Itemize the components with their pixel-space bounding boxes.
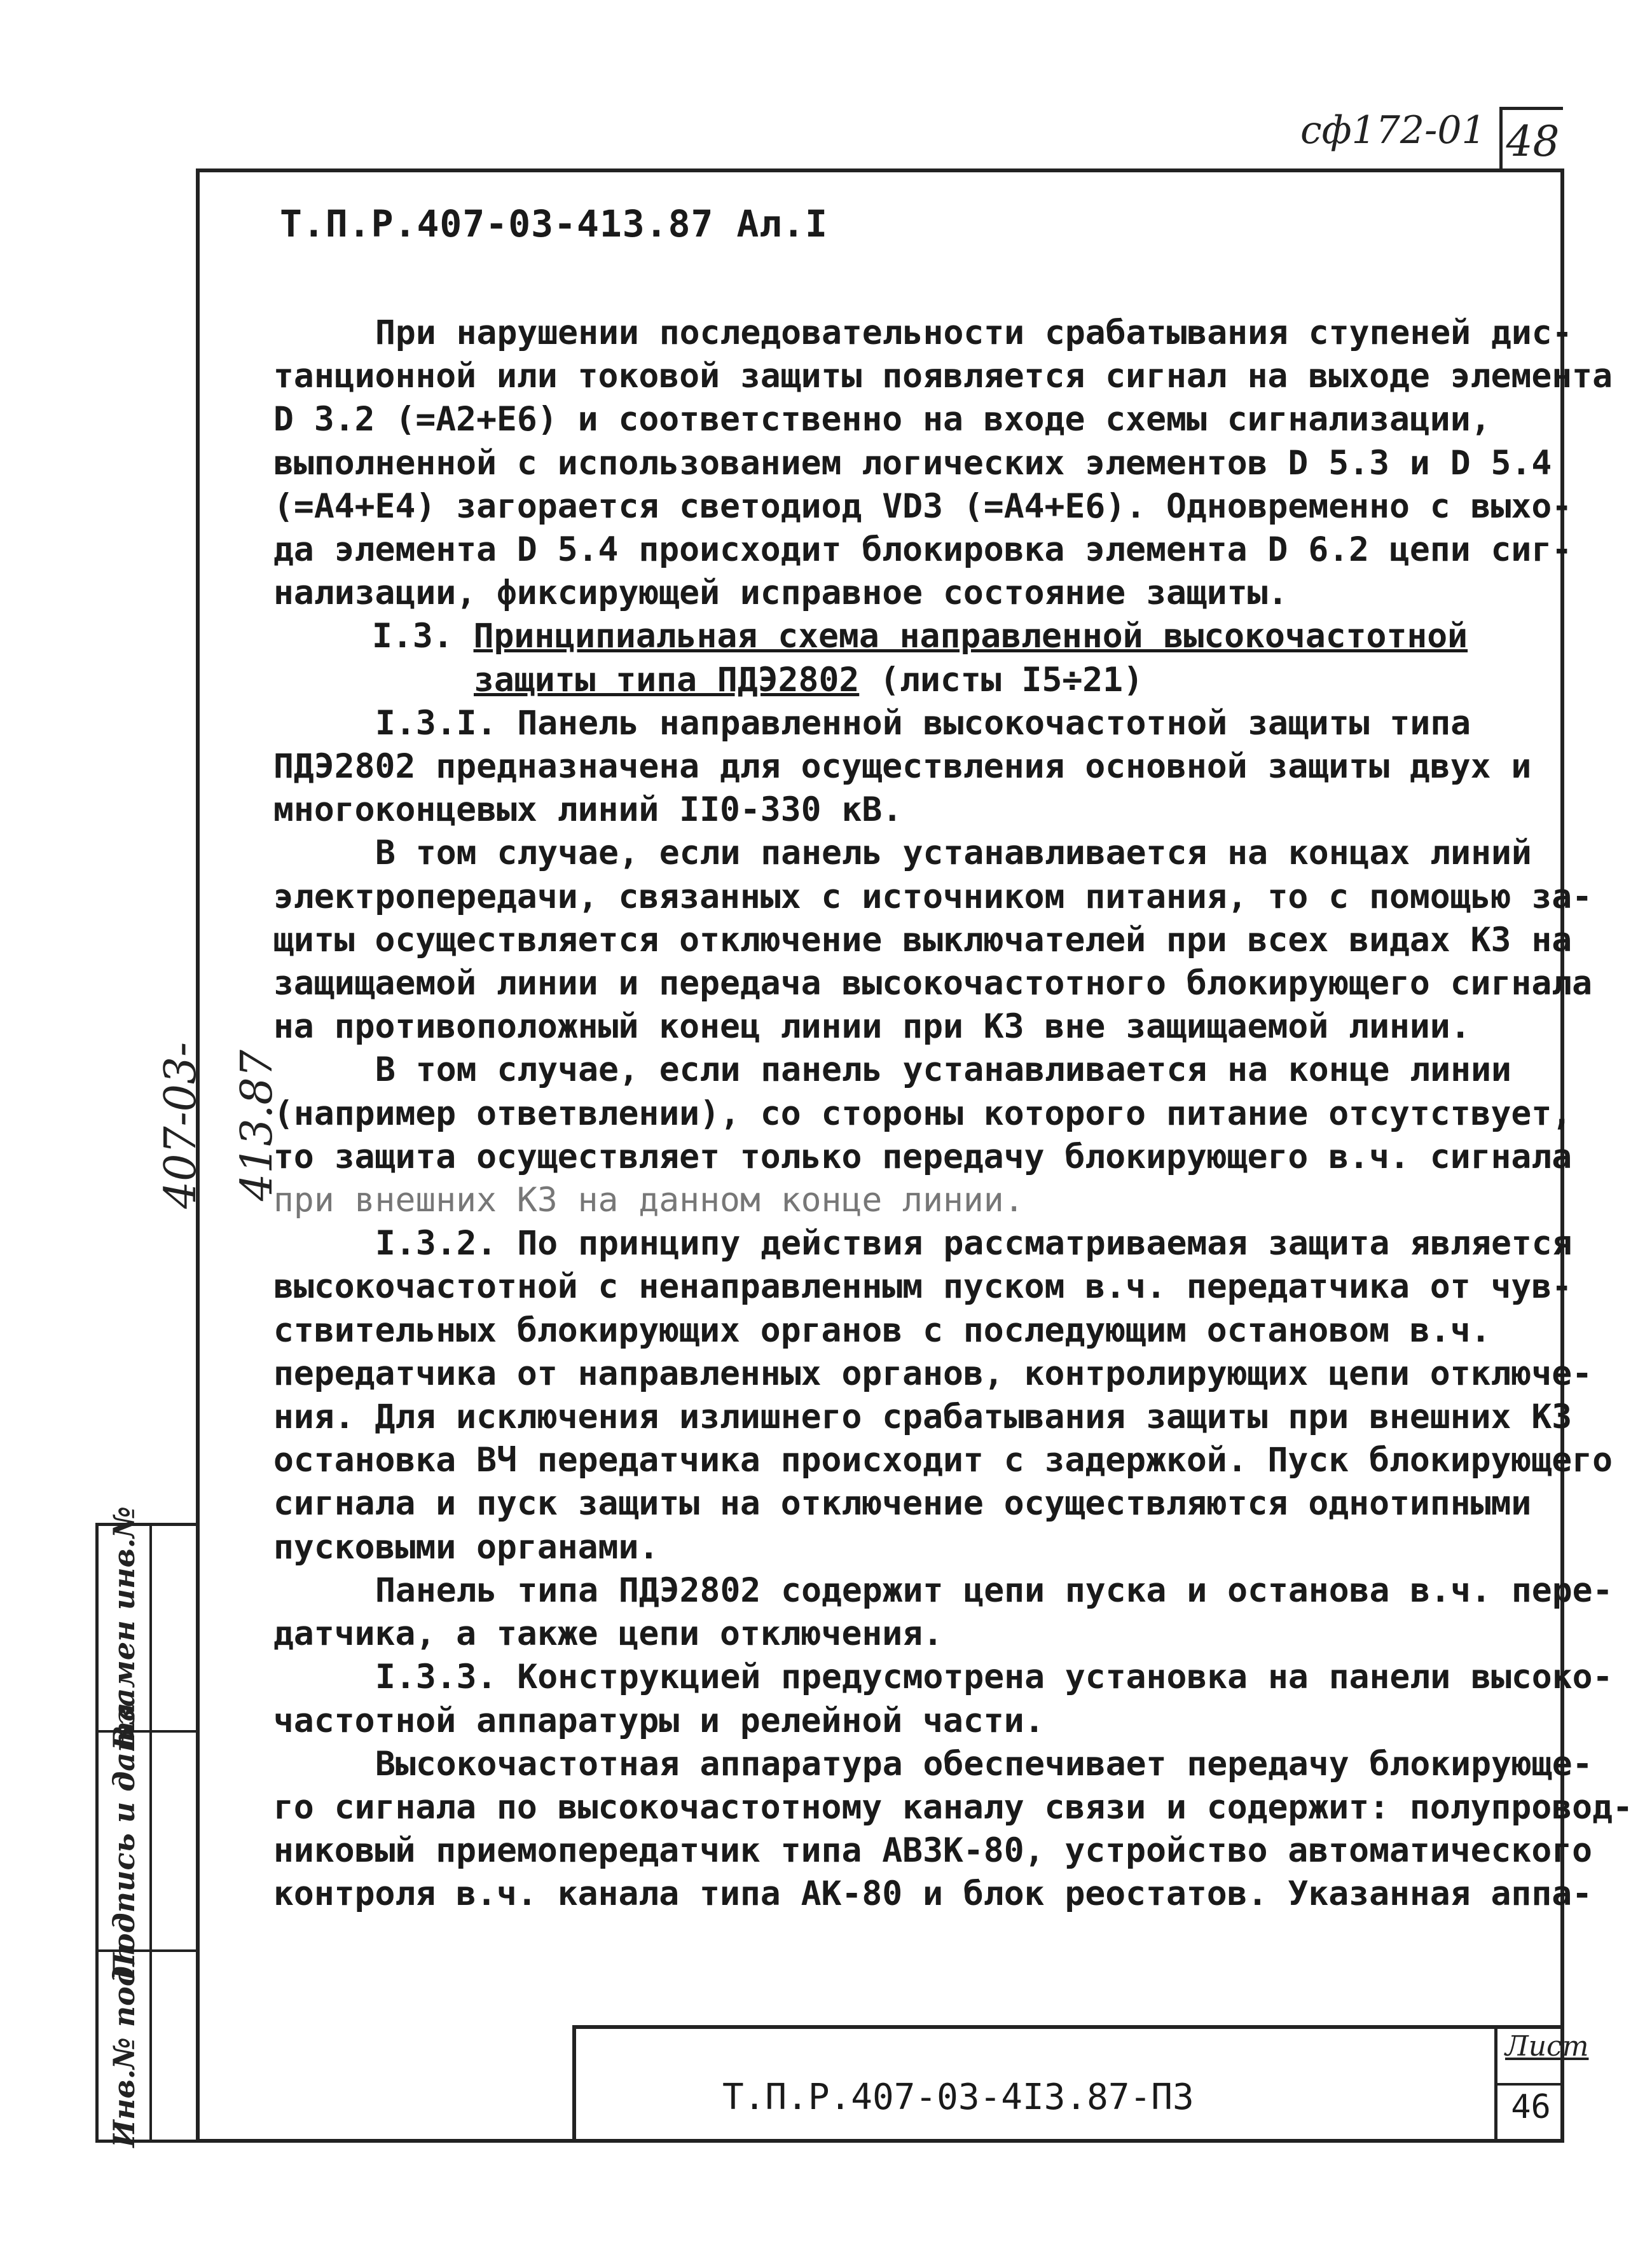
- stamp-value-cell: [152, 1526, 196, 1733]
- body-text: [273, 312, 1633, 1916]
- text-line: В том случае, если панель устанавливается на концах линий: [375, 834, 1532, 873]
- text-line: ствительных блокирующих органов с последующим остановом в.ч.: [273, 1310, 1491, 1350]
- text-line: (например ответвлении), со стороны которого питание отсутствует,: [273, 1094, 1573, 1133]
- stamp-cell-signature: [99, 1701, 149, 1981]
- stamp-label-signature: Подпись и дата: [107, 1701, 141, 1981]
- sheet-number: 46: [1497, 2083, 1564, 2126]
- text-line: многоконцевых линий II0-330 кВ.: [273, 790, 903, 830]
- text-line: передатчика от направленных органов, контролирующих цепи отключе-: [273, 1354, 1593, 1393]
- title-block-sheet-cell: [1494, 2029, 1589, 2143]
- archive-code: сф172-01: [1300, 108, 1486, 153]
- text-line: датчика, а также цепи отключения.: [273, 1614, 943, 1654]
- section-title-cont: защиты типа ПДЭ2802: [474, 660, 860, 699]
- text-line: защищаемой линии и передача высокочастотного блокирующего сигнала: [273, 964, 1593, 1003]
- text-line: никовый приемопередатчик типа АВЗК-80, устройство автоматического: [273, 1831, 1593, 1871]
- text-line: (=А4+Е4) загорается светодиод VD3 (=А4+Е6). Одновременно с выхо-: [273, 486, 1573, 526]
- text-line: При нарушении последовательности срабатывания ступеней дис-: [375, 313, 1573, 352]
- text-line: электропередачи, связанных с источником питания, то с помощью за-: [273, 877, 1593, 916]
- stamp-value-column: [152, 1526, 196, 2140]
- text-line: пусковыми органами.: [273, 1527, 659, 1567]
- section-title: Принципиальная схема направленной высокочастотной: [473, 617, 1468, 656]
- text-line: нализации, фиксирующей исправное состояние защиты.: [273, 574, 1288, 613]
- stamp-value-cell: [152, 1733, 196, 1952]
- text-line: при внешних КЗ на данном конце линии.: [273, 1181, 1024, 1220]
- text-line: ния. Для исключения излишнего срабатывания защиты при внешних КЗ: [273, 1398, 1573, 1437]
- text-line: ПДЭ2802 предназначена для осуществления основной защиты двух и: [273, 747, 1532, 787]
- text-line: I.3.3. Конструкцией предусмотрена установка на панели высоко-: [375, 1658, 1613, 1697]
- text-line: Высокочастотная аппаратура обеспечивает передачу блокирующе-: [375, 1744, 1593, 1783]
- stamp-cell-inventory: [99, 1944, 149, 2148]
- stamp-label-replacement: Взамен инв.№: [107, 1506, 141, 1750]
- stamp-label-inventory: Инв.№ подл: [107, 1944, 141, 2148]
- text-line: щиты осуществляется отключение выключателей при всех видах КЗ на: [273, 920, 1573, 959]
- text-line: D 3.2 (=А2+Е6) и соответственно на входе схемы сигнализации,: [273, 400, 1491, 439]
- section-sheets-ref: (листы I5÷21): [879, 660, 1144, 699]
- text-line: В том случае, если панель устанавливается на конце линии: [375, 1050, 1511, 1090]
- top-sheet-number: 48: [1499, 107, 1563, 172]
- title-block-code: Т.П.Р.407-03-4I3.87-ПЗ: [722, 2077, 1194, 2118]
- text-line: I.3.I. Панель направленной высокочастотной защиты типа: [375, 703, 1471, 743]
- document-header: Т.П.Р.407-03-413.87 Ал.I: [280, 202, 829, 245]
- text-line: выполненной с использованием логических элементов D 5.3 и D 5.4: [273, 443, 1552, 483]
- text-line: го сигнала по высокочастотному каналу связи и содержит: полупровод-: [273, 1787, 1633, 1827]
- title-block: [572, 2025, 1589, 2143]
- stamp-cell-replacement: [99, 1506, 149, 1750]
- text-line: да элемента D 5.4 происходит блокировка элемента D 6.2 цепи сиг-: [273, 530, 1573, 570]
- text-line: танционной или токовой защиты появляется сигнал на выходе элемента: [273, 357, 1613, 396]
- text-line: I.3.2. По принципу действия рассматриваемая защита является: [375, 1224, 1573, 1263]
- text-line: остановка ВЧ передатчика происходит с задержкой. Пуск блокирующего: [273, 1441, 1613, 1480]
- text-line: контроля в.ч. канала типа АК-80 и блок реостатов. Указанная аппа-: [273, 1874, 1593, 1914]
- text-line: частотной аппаратуры и релейной части.: [273, 1701, 1045, 1740]
- text-line: на противоположный конец линии при КЗ вне защищаемой линии.: [273, 1007, 1471, 1047]
- text-line: то защита осуществляет только передачу блокирующего в.ч. сигнала: [273, 1137, 1573, 1176]
- text-line: Панель типа ПДЭ2802 содержит цепи пуска и останова в.ч. пере-: [375, 1570, 1613, 1610]
- sheet-label: Лист: [1505, 2030, 1589, 2063]
- vertical-project-code: 407-03-413.87: [156, 1041, 282, 1209]
- text-line: высокочастотной с ненаправленным пуском в.ч. передатчика от чув-: [273, 1267, 1573, 1307]
- section-heading-cont: [273, 659, 1526, 702]
- section-heading: [273, 615, 1526, 658]
- text-line: сигнала и пуск защиты на отключение осуществляются однотипными: [273, 1484, 1532, 1523]
- section-number: I.3.: [372, 617, 453, 656]
- margin-stamp: [95, 1506, 200, 2148]
- stamp-label-column: [99, 1506, 152, 2148]
